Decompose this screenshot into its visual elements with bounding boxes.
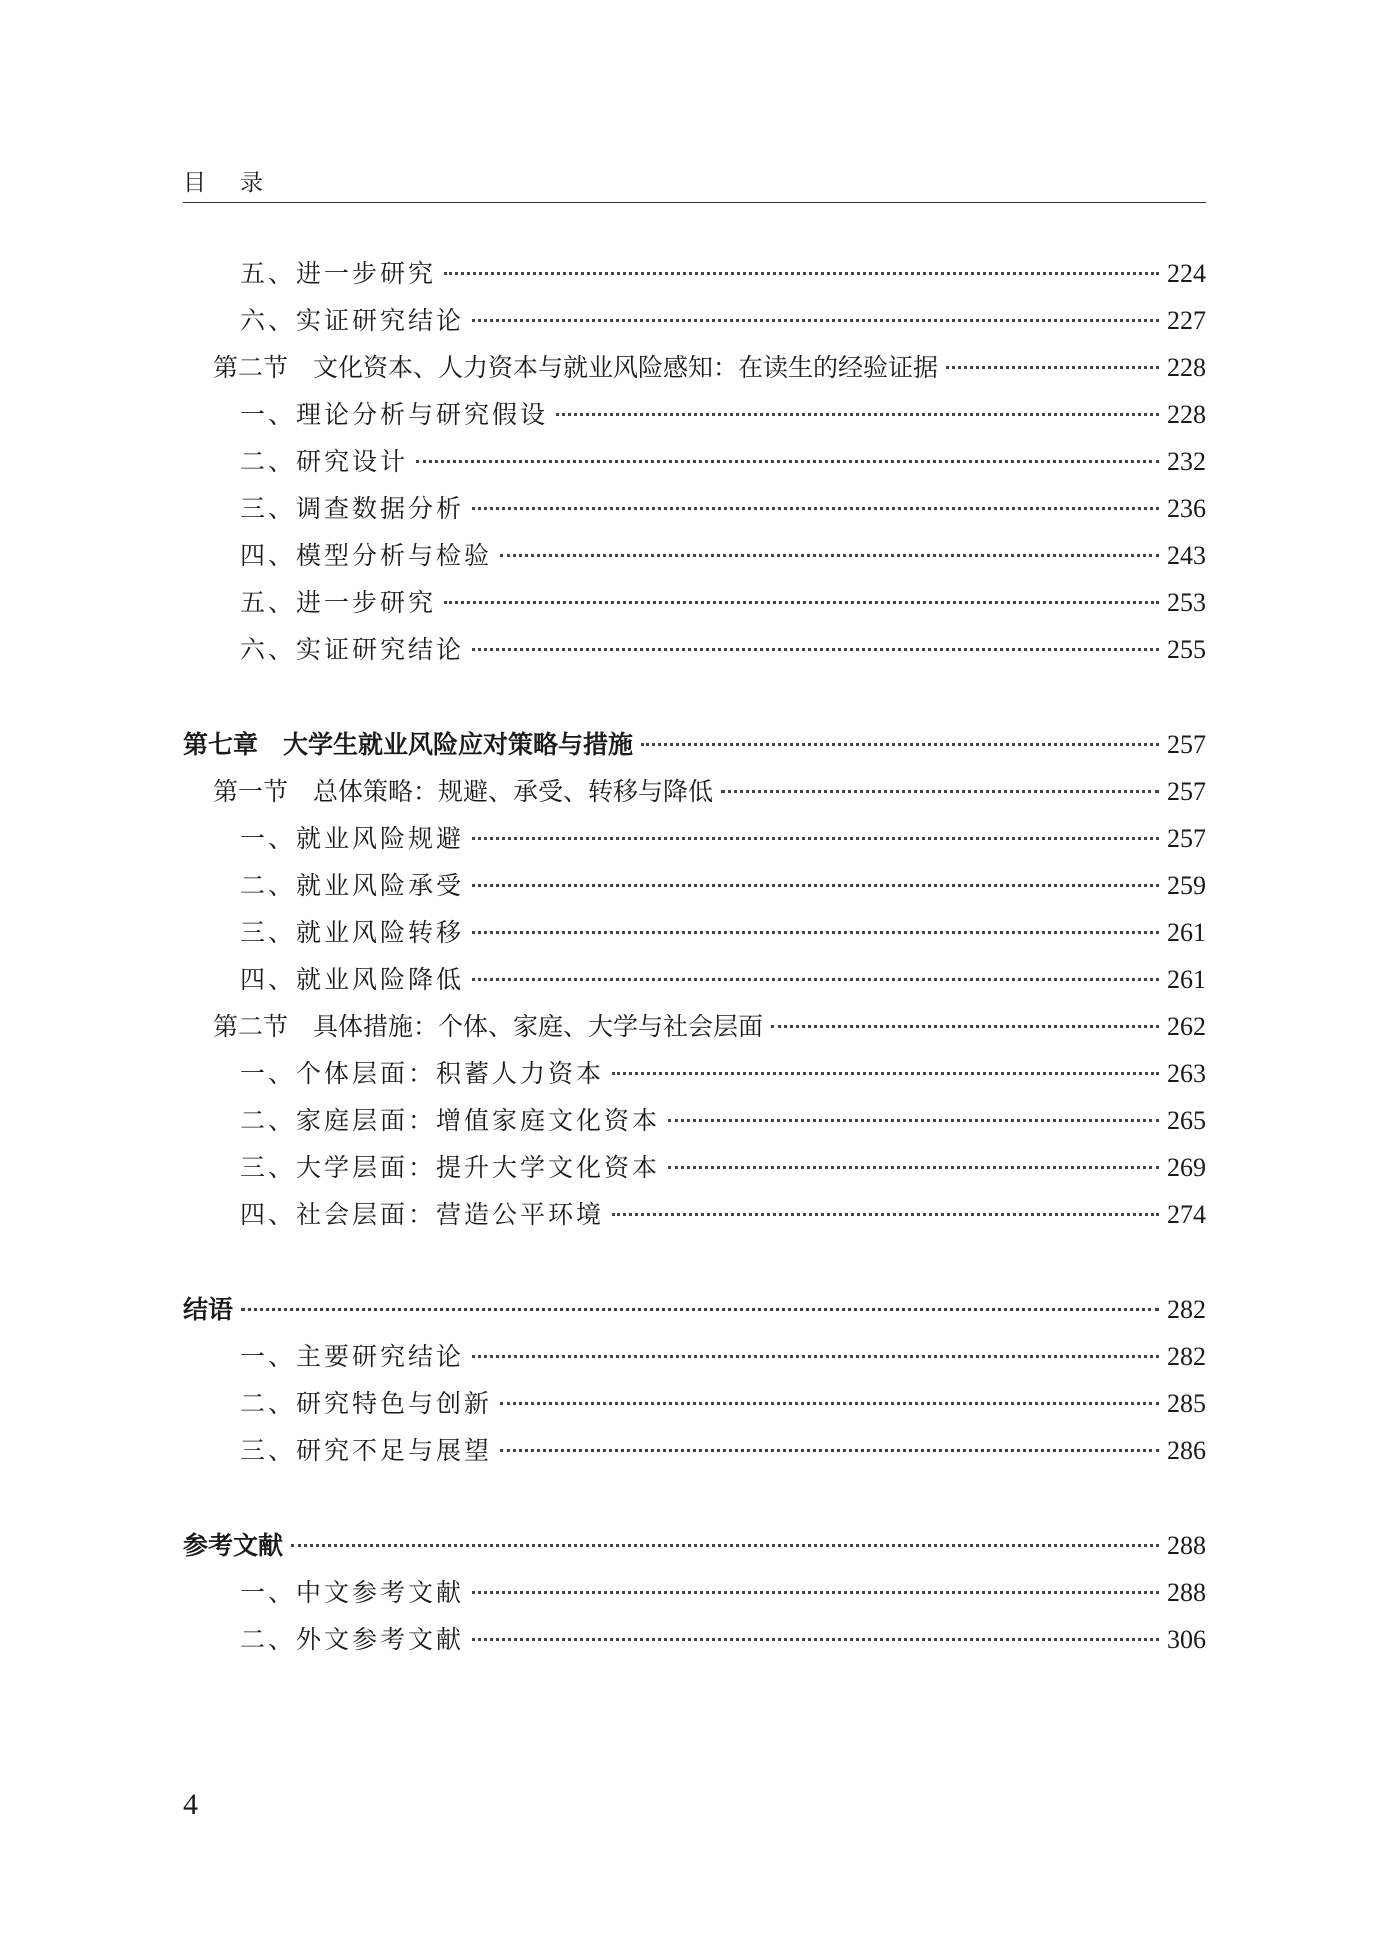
toc-subsection-title: 六、实证研究结论 — [240, 306, 465, 335]
dot-leader — [946, 366, 1159, 369]
toc-subsection-title: 二、家庭层面：增值家庭文化资本 — [240, 1106, 661, 1135]
dot-leader — [612, 1072, 1159, 1075]
toc-subsection-page-number: 288 — [1167, 1578, 1206, 1607]
toc-subsection-title: 三、就业风险转移 — [240, 918, 465, 947]
toc-subsection-title: 一、理论分析与研究假设 — [240, 400, 549, 429]
dot-leader — [472, 837, 1159, 840]
dot-leader — [472, 648, 1159, 651]
dot-leader — [668, 1166, 1159, 1169]
toc-subsection-title: 四、模型分析与检验 — [240, 541, 493, 570]
toc-subsection-title: 四、社会层面：营造公平环境 — [240, 1200, 605, 1229]
toc-subsection-page-number: 257 — [1167, 824, 1206, 853]
toc-subsection[interactable] — [183, 391, 1206, 438]
toc-subsection[interactable] — [183, 862, 1206, 909]
dot-leader — [472, 1355, 1159, 1358]
dot-leader — [291, 1544, 1159, 1547]
dot-leader — [500, 1449, 1159, 1452]
dot-leader — [472, 978, 1159, 981]
toc-section-title: 第一节 总体策略：规避、承受、转移与降低 — [213, 777, 714, 806]
toc-subsection-title: 四、就业风险降低 — [240, 965, 465, 994]
toc-subsection[interactable] — [183, 1097, 1206, 1144]
toc-subsection-title: 一、个体层面：积蓄人力资本 — [240, 1059, 605, 1088]
toc-chapter[interactable] — [183, 1522, 1206, 1569]
toc-section[interactable] — [183, 1003, 1206, 1050]
dot-leader — [472, 1591, 1159, 1594]
toc-subsection-page-number: 269 — [1167, 1153, 1206, 1182]
toc-subsection-page-number: 232 — [1167, 447, 1206, 476]
toc-subsection-page-number: 263 — [1167, 1059, 1206, 1088]
toc-subsection[interactable] — [183, 297, 1206, 344]
toc-subsection-page-number: 224 — [1167, 259, 1206, 288]
toc-subsection[interactable] — [183, 1427, 1206, 1474]
toc-subsection[interactable] — [183, 1333, 1206, 1380]
toc-subsection[interactable] — [183, 1616, 1206, 1663]
toc-subsection-title: 一、中文参考文献 — [240, 1578, 465, 1607]
toc-subsection[interactable] — [183, 909, 1206, 956]
dot-leader — [472, 507, 1159, 510]
dot-leader — [641, 743, 1159, 746]
toc-section-page-number: 257 — [1167, 777, 1206, 806]
toc-chapter-title: 结语 — [183, 1295, 234, 1324]
running-header-title: 目录 — [183, 170, 297, 196]
dot-leader — [668, 1119, 1159, 1122]
dot-leader — [241, 1308, 1159, 1311]
page-number: 4 — [183, 1788, 198, 1821]
toc-subsection[interactable] — [183, 1144, 1206, 1191]
toc-subsection-page-number: 255 — [1167, 635, 1206, 664]
toc-section[interactable] — [183, 768, 1206, 815]
toc-subsection-title: 一、主要研究结论 — [240, 1342, 465, 1371]
toc-section-page-number: 228 — [1167, 353, 1206, 382]
toc-subsection-page-number: 243 — [1167, 541, 1206, 570]
dot-leader — [444, 272, 1159, 275]
toc-subsection-page-number: 285 — [1167, 1389, 1206, 1418]
section-spacer — [183, 1238, 1206, 1286]
toc-subsection[interactable] — [183, 956, 1206, 1003]
toc-subsection-page-number: 261 — [1167, 918, 1206, 947]
toc-chapter-page-number: 288 — [1167, 1531, 1206, 1560]
toc-subsection-page-number: 253 — [1167, 588, 1206, 617]
dot-leader — [500, 554, 1159, 557]
toc-subsection[interactable] — [183, 1380, 1206, 1427]
toc-chapter[interactable] — [183, 721, 1206, 768]
running-header — [183, 162, 1206, 203]
toc-subsection-title: 三、大学层面：提升大学文化资本 — [240, 1153, 661, 1182]
dot-leader — [472, 1638, 1159, 1641]
toc-chapter-page-number: 257 — [1167, 730, 1206, 759]
toc-subsection[interactable] — [183, 250, 1206, 297]
toc-subsection-title: 三、调查数据分析 — [240, 494, 465, 523]
toc-section[interactable] — [183, 344, 1206, 391]
dot-leader — [771, 1025, 1159, 1028]
toc-subsection-page-number: 274 — [1167, 1200, 1206, 1229]
section-spacer — [183, 673, 1206, 721]
toc-section-page-number: 262 — [1167, 1012, 1206, 1041]
dot-leader — [500, 1402, 1159, 1405]
toc-chapter-page-number: 282 — [1167, 1295, 1206, 1324]
table-of-contents — [183, 250, 1206, 1663]
toc-subsection[interactable] — [183, 1569, 1206, 1616]
toc-subsection[interactable] — [183, 1050, 1206, 1097]
dot-leader — [472, 931, 1159, 934]
dot-leader — [472, 884, 1159, 887]
toc-subsection[interactable] — [183, 438, 1206, 485]
toc-subsection-page-number: 282 — [1167, 1342, 1206, 1371]
toc-subsection-title: 三、研究不足与展望 — [240, 1436, 493, 1465]
toc-subsection-title: 六、实证研究结论 — [240, 635, 465, 664]
dot-leader — [444, 601, 1159, 604]
toc-subsection-title: 二、研究设计 — [240, 447, 409, 476]
toc-subsection[interactable] — [183, 485, 1206, 532]
toc-subsection[interactable] — [183, 626, 1206, 673]
toc-subsection-title: 二、外文参考文献 — [240, 1625, 465, 1654]
toc-subsection-page-number: 265 — [1167, 1106, 1206, 1135]
toc-subsection[interactable] — [183, 815, 1206, 862]
toc-subsection-title: 二、就业风险承受 — [240, 871, 465, 900]
dot-leader — [721, 790, 1159, 793]
dot-leader — [556, 413, 1159, 416]
toc-subsection-page-number: 261 — [1167, 965, 1206, 994]
toc-subsection-page-number: 236 — [1167, 494, 1206, 523]
toc-subsection-title: 一、就业风险规避 — [240, 824, 465, 853]
toc-subsection-title: 五、进一步研究 — [240, 588, 437, 617]
toc-subsection-title: 五、进一步研究 — [240, 259, 437, 288]
dot-leader — [472, 319, 1159, 322]
toc-subsection-page-number: 259 — [1167, 871, 1206, 900]
toc-subsection-title: 二、研究特色与创新 — [240, 1389, 493, 1418]
toc-subsection[interactable] — [183, 579, 1206, 626]
toc-subsection-page-number: 228 — [1167, 400, 1206, 429]
toc-subsection-page-number: 286 — [1167, 1436, 1206, 1465]
section-spacer — [183, 1474, 1206, 1522]
toc-subsection[interactable] — [183, 532, 1206, 579]
toc-chapter-title: 第七章 大学生就业风险应对策略与措施 — [183, 730, 634, 759]
toc-subsection-page-number: 306 — [1167, 1625, 1206, 1654]
toc-subsection-page-number: 227 — [1167, 306, 1206, 335]
toc-section-title: 第二节 具体措施：个体、家庭、大学与社会层面 — [213, 1012, 764, 1041]
dot-leader — [612, 1213, 1159, 1216]
toc-subsection[interactable] — [183, 1191, 1206, 1238]
toc-section-title: 第二节 文化资本、人力资本与就业风险感知：在读生的经验证据 — [213, 353, 939, 382]
toc-chapter-title: 参考文献 — [183, 1531, 284, 1560]
dot-leader — [416, 460, 1159, 463]
toc-chapter[interactable] — [183, 1286, 1206, 1333]
